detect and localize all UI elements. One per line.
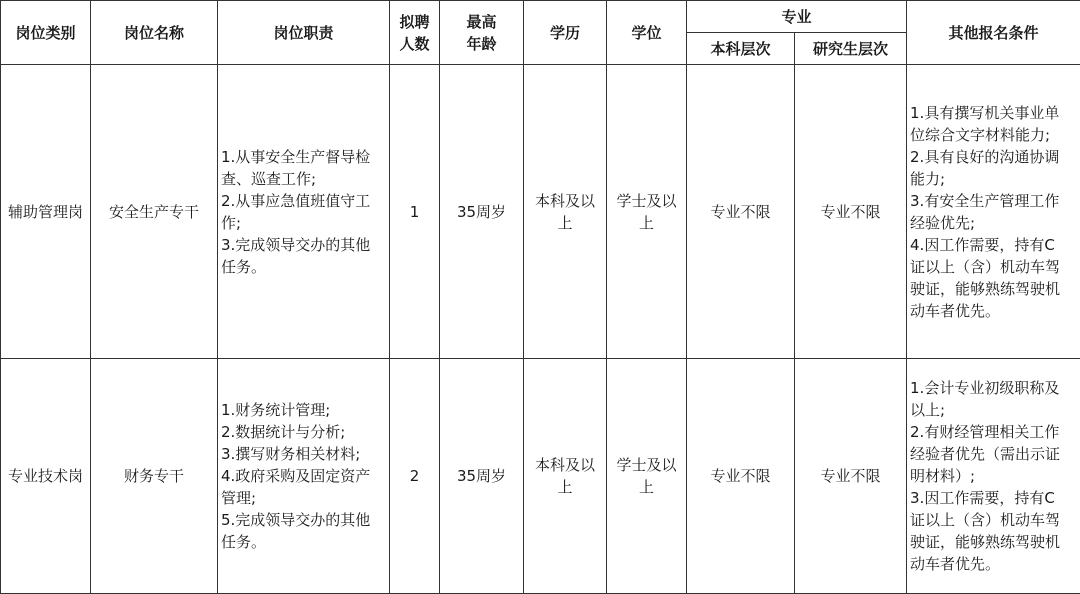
cell-major-undergrad: 专业不限: [687, 65, 795, 359]
cell-other-conditions: 1.会计专业初级职称及 以上; 2.有财经管理相关工作 经验者优先（需出示证 明材料）; 3.因工作需要，持有C 证以上（含）机动车驾 驶证，能够熟练驾驶机 动车者优先。: [907, 359, 1080, 594]
header-duty: 岗位职责: [218, 1, 390, 65]
cell-duty: 1.从事安全生产督导检 查、巡查工作; 2.从事应急值班值守工 作; 3.完成领导交办的其他 任务。: [218, 65, 390, 359]
cell-category: 专业技术岗: [1, 359, 91, 594]
header-major-undergrad: 本科层次: [687, 33, 795, 65]
cell-count: 2: [390, 359, 440, 594]
cell-position-name: 财务专干: [91, 359, 218, 594]
header-other-conditions: 其他报名条件: [907, 1, 1080, 65]
cell-degree: 学士及以 上: [607, 359, 687, 594]
header-degree: 学位: [607, 1, 687, 65]
cell-category: 辅助管理岗: [1, 65, 91, 359]
header-major-grad: 研究生层次: [795, 33, 907, 65]
table-row: [1, 359, 1080, 594]
header-category: 岗位类别: [1, 1, 91, 65]
cell-position-name: 安全生产专干: [91, 65, 218, 359]
header-education: 学历: [524, 1, 607, 65]
cell-major-grad: 专业不限: [795, 359, 907, 594]
cell-other-conditions: 1.具有撰写机关事业单 位综合文字材料能力; 2.具有良好的沟通协调 能力; 3.有安全生产管理工作 经验优先; 4.因工作需要，持有C 证以上（含）机动车驾 驶证，能够熟练驾驶机 动车者优先。: [907, 65, 1080, 359]
header-major: 专业: [687, 1, 907, 33]
header-row-1: [1, 1, 1080, 33]
cell-max-age: 35周岁: [440, 65, 524, 359]
cell-degree: 学士及以 上: [607, 65, 687, 359]
table-row: [1, 65, 1080, 359]
header-max-age: 最高 年龄: [440, 1, 524, 65]
cell-education: 本科及以 上: [524, 359, 607, 594]
cell-major-grad: 专业不限: [795, 65, 907, 359]
cell-count: 1: [390, 65, 440, 359]
cell-education: 本科及以 上: [524, 65, 607, 359]
cell-major-undergrad: 专业不限: [687, 359, 795, 594]
cell-duty: 1.财务统计管理; 2.数据统计与分析; 3.撰写财务相关材料; 4.政府采购及固定资产 管理; 5.完成领导交办的其他 任务。: [218, 359, 390, 594]
cell-max-age: 35周岁: [440, 359, 524, 594]
header-count: 拟聘 人数: [390, 1, 440, 65]
header-position-name: 岗位名称: [91, 1, 218, 65]
